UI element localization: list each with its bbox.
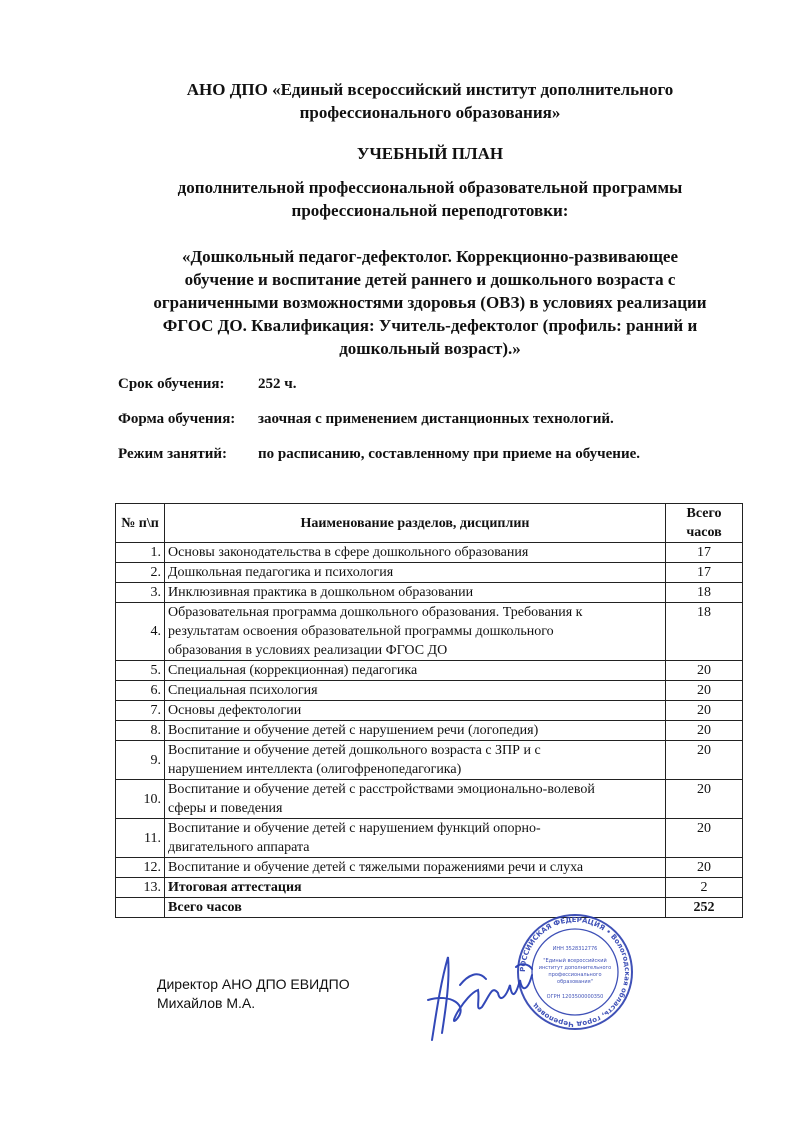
table-row [116, 721, 743, 741]
duration-row [118, 374, 296, 394]
row-num: 13. [116, 878, 165, 898]
form-value: заочная с применением дистанционных технологий. [258, 411, 614, 427]
signer-name: Михайлов М.А. [157, 995, 256, 1011]
header-name: Наименование разделов, дисциплин [165, 504, 666, 543]
total-hours: 252 [666, 898, 743, 918]
row-num: 8. [116, 721, 165, 741]
form-label: Форма обучения: [118, 411, 236, 427]
row-name: Инклюзивная практика в дошкольном образовании [165, 583, 666, 603]
row-hours: 20 [666, 721, 743, 741]
row-hours: 20 [666, 661, 743, 681]
program-line: обучение и воспитание детей раннего и дошкольного возраста с [184, 270, 676, 289]
row-hours: 20 [666, 780, 743, 819]
table-row [116, 563, 743, 583]
subtitle-line: профессиональной переподготовки: [291, 201, 569, 220]
row-name-line: сферы и поведения [168, 801, 283, 816]
row-name [165, 741, 666, 780]
row-hours: 20 [666, 681, 743, 701]
signer-position: Директор АНО ДПО ЕВИДПО [157, 976, 350, 992]
form-row [118, 409, 614, 429]
row-name-line: результатам освоения образовательной программы дошкольного [168, 624, 554, 639]
stamp-ring-text: РОССИЙСКАЯ ФЕДЕРАЦИЯ • Вологодская область, город Череповец [518, 915, 632, 1029]
organization-name [100, 78, 760, 124]
table-row [116, 858, 743, 878]
table-row [116, 543, 743, 563]
row-name-line: нарушением интеллекта (олигофренопедагогика) [168, 762, 462, 777]
signer-block [157, 975, 350, 1013]
duration-value: 252 ч. [258, 376, 297, 392]
row-num: 2. [116, 563, 165, 583]
row-hours: 20 [666, 741, 743, 780]
row-name-line: Воспитание и обучение детей с нарушением функций опорно- [168, 821, 541, 836]
program-name [100, 245, 760, 360]
duration-label: Срок обучения: [118, 376, 225, 392]
row-num: 5. [116, 661, 165, 681]
program-line: ограниченными возможностями здоровья (ОВЗ) в условиях реализации [153, 293, 707, 312]
mode-row [118, 444, 640, 464]
stamp-line: профессионального [548, 972, 602, 978]
row-name: Дошкольная педагогика и психология [165, 563, 666, 583]
row-name: Основы законодательства в сфере дошкольного образования [165, 543, 666, 563]
curriculum-table [115, 503, 743, 918]
stamp-line: институт дополнительного [538, 965, 612, 971]
organization-stamp [515, 912, 635, 1032]
table-row [116, 583, 743, 603]
row-hours: 2 [666, 878, 743, 898]
subtitle-line: дополнительной профессиональной образовательной программы [177, 178, 683, 197]
total-num [116, 898, 165, 918]
stamp-ogrn: ОГРН 1203500000350 [546, 994, 604, 1000]
program-line: «Дошкольный педагог-дефектолог. Коррекционно-развивающее [181, 247, 679, 266]
row-name-line: образования в условиях реализации ФГОС ДО [168, 643, 448, 658]
row-num: 9. [116, 741, 165, 780]
row-num: 12. [116, 858, 165, 878]
header-num: № п\п [116, 504, 165, 543]
row-hours: 18 [666, 603, 743, 661]
row-hours: 20 [666, 819, 743, 858]
mode-label: Режим занятий: [118, 446, 228, 462]
program-line: дошкольный возраст).» [339, 339, 521, 358]
header-hours [666, 504, 743, 543]
total-label: Всего часов [165, 898, 666, 918]
row-num: 3. [116, 583, 165, 603]
table-row [116, 819, 743, 858]
row-num: 1. [116, 543, 165, 563]
stamp-inn: ИНН 3528312776 [552, 946, 598, 952]
row-name-line: Воспитание и обучение детей с расстройствами эмоционально-волевой [168, 782, 595, 797]
header-hours-line: Всего [686, 506, 722, 521]
row-name [165, 819, 666, 858]
row-name: Итоговая аттестация [165, 878, 666, 898]
program-line: ФГОС ДО. Квалификация: Учитель-дефектолог (профиль: ранний и [162, 316, 698, 335]
table-row [116, 661, 743, 681]
table-header-row [116, 504, 743, 543]
row-name [165, 603, 666, 661]
table-row [116, 878, 743, 898]
row-hours: 17 [666, 563, 743, 583]
mode-value: по расписанию, составленному при приеме на обучение. [258, 446, 640, 462]
row-num: 11. [116, 819, 165, 858]
row-name: Специальная психология [165, 681, 666, 701]
row-num: 4. [116, 603, 165, 661]
row-name-line: Образовательная программа дошкольного образования. Требования к [168, 605, 583, 620]
row-name-line: Воспитание и обучение детей дошкольного возраста с ЗПР и с [168, 743, 541, 758]
row-num: 6. [116, 681, 165, 701]
header-hours-line: часов [686, 525, 722, 540]
stamp-line: образования" [557, 979, 593, 985]
org-line: профессионального образования» [299, 103, 561, 122]
row-num: 7. [116, 701, 165, 721]
row-name-line: двигательного аппарата [168, 840, 310, 855]
table-row [116, 603, 743, 661]
document-subtitle [100, 176, 760, 222]
table-row [116, 701, 743, 721]
stamp-line: "Единый всероссийский [543, 958, 607, 964]
table-row [116, 780, 743, 819]
row-hours: 20 [666, 858, 743, 878]
row-name: Воспитание и обучение детей с нарушением речи (логопедия) [165, 721, 666, 741]
table-row [116, 741, 743, 780]
org-line: АНО ДПО «Единый всероссийский институт дополнительного [186, 80, 674, 99]
row-name: Основы дефектологии [165, 701, 666, 721]
row-hours: 20 [666, 701, 743, 721]
table-row [116, 681, 743, 701]
total-row [116, 898, 743, 918]
row-hours: 17 [666, 543, 743, 563]
row-name [165, 780, 666, 819]
row-hours: 18 [666, 583, 743, 603]
document-title: УЧЕБНЫЙ ПЛАН [356, 144, 504, 163]
row-num: 10. [116, 780, 165, 819]
row-name: Специальная (коррекционная) педагогика [165, 661, 666, 681]
row-name: Воспитание и обучение детей с тяжелыми поражениями речи и слуха [165, 858, 666, 878]
